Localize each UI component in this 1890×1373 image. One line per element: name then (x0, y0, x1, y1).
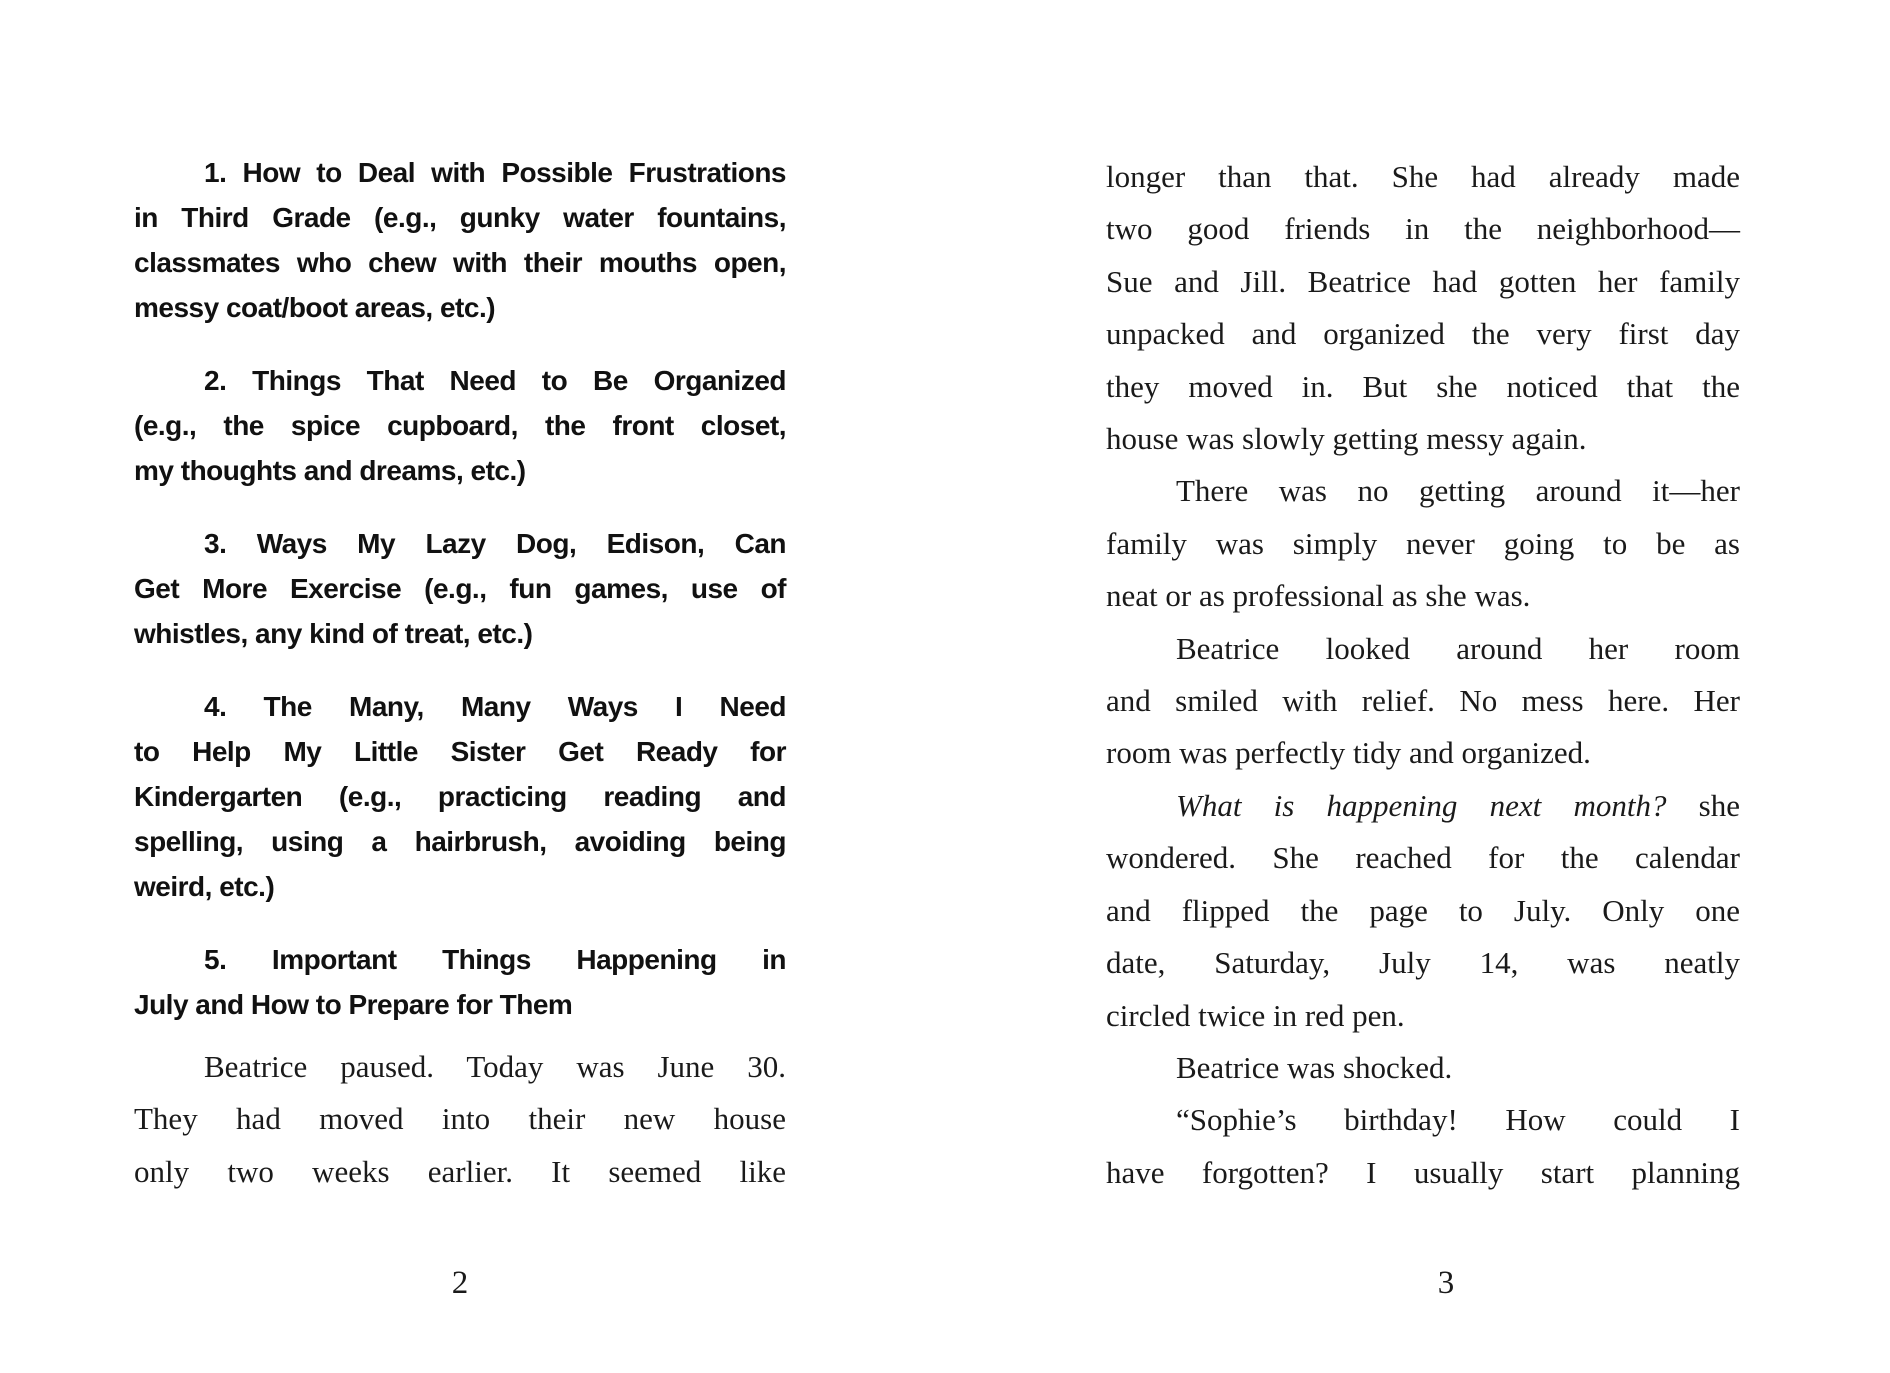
text-run: Beatrice paused. Today was June 30. (204, 1049, 786, 1084)
list-item (134, 150, 786, 330)
text-line (134, 1093, 786, 1145)
text-run: longer than that. She had already made (1106, 159, 1740, 194)
text-line (134, 774, 786, 819)
text-run: Kindergarten (e.g., practicing reading and (134, 781, 786, 812)
right-body-text (1106, 151, 1740, 1199)
text-line (1106, 308, 1740, 360)
paragraph (1106, 465, 1740, 622)
text-run: 5. Important Things Happening in (204, 944, 786, 975)
text-run: my thoughts and dreams, etc.) (134, 455, 526, 486)
paragraph (1106, 1042, 1740, 1094)
text-run: in Third Grade (e.g., gunky water fountains, (134, 202, 786, 233)
text-line (134, 150, 786, 195)
text-run: They had moved into their new house (134, 1101, 786, 1137)
text-line (1106, 465, 1740, 517)
text-line (1106, 256, 1740, 308)
text-line (1106, 570, 1740, 622)
paragraph (1106, 151, 1740, 465)
text-line (134, 521, 786, 566)
text-run: Get More Exercise (e.g., fun games, use of (134, 573, 786, 604)
left-body-text (134, 1041, 786, 1198)
page-number: 2 (451, 1265, 469, 1301)
list-item (134, 358, 786, 493)
list-item (134, 937, 786, 1027)
text-run: neat or as professional as she was. (1106, 578, 1531, 614)
text-run: spelling, using a hairbrush, avoiding being (134, 826, 786, 857)
list-item (134, 521, 786, 656)
text-run: Sue and Jill. Beatrice had gotten her family (1106, 263, 1740, 299)
text-line (1106, 937, 1740, 989)
text-line (1106, 675, 1740, 727)
text-run: she (1666, 787, 1741, 823)
text-line (134, 285, 786, 330)
text-run: have forgotten? I usually start planning (1106, 1154, 1740, 1190)
paragraph (1106, 1094, 1740, 1199)
text-line (134, 864, 786, 909)
text-run: 4. The Many, Many Ways I Need (204, 691, 786, 722)
text-line (134, 982, 786, 1027)
text-line (134, 937, 786, 982)
text-run: 3. Ways My Lazy Dog, Edison, Can (204, 528, 786, 559)
text-run: house was slowly getting messy again. (1106, 421, 1587, 457)
text-run: date, Saturday, July 14, was neatly (1106, 945, 1740, 981)
text-line (134, 819, 786, 864)
text-run: family was simply never going to be as (1106, 525, 1740, 561)
text-line (134, 358, 786, 403)
text-run: Beatrice was shocked. (1176, 1049, 1453, 1085)
text-run: wondered. She reached for the calendar (1106, 840, 1740, 876)
handwritten-list (134, 150, 786, 1027)
text-line (1106, 413, 1740, 465)
text-line (134, 1146, 786, 1198)
text-run: unpacked and organized the very first day (1106, 316, 1740, 352)
text-run: “Sophie’s birthday! How could I (1176, 1102, 1740, 1138)
text-run: (e.g., the spice cupboard, the front closet, (134, 410, 786, 441)
text-line (1106, 623, 1740, 675)
text-run: only two weeks earlier. It seemed like (134, 1153, 786, 1189)
paragraph (1106, 780, 1740, 1042)
text-run: room was perfectly tidy and organized. (1106, 735, 1591, 771)
text-run: July and How to Prepare for Them (134, 989, 573, 1020)
text-line (1106, 361, 1740, 413)
text-run: whistles, any kind of treat, etc.) (134, 618, 533, 649)
text-line (134, 195, 786, 240)
text-line (134, 611, 786, 656)
text-line (1106, 518, 1740, 570)
text-run: to Help My Little Sister Get Ready for (134, 736, 786, 767)
text-run: classmates who chew with their mouths open, (134, 247, 786, 278)
text-line (1106, 832, 1740, 884)
list-item (134, 684, 786, 909)
text-line (134, 240, 786, 285)
text-line (1106, 780, 1740, 832)
text-run: circled twice in red pen. (1106, 997, 1405, 1033)
page-number: 3 (1437, 1265, 1455, 1301)
text-line (134, 729, 786, 774)
text-run: There was no getting around it—her (1176, 473, 1740, 509)
text-run: weird, etc.) (134, 871, 275, 902)
text-run: they moved in. But she noticed that the (1106, 368, 1740, 404)
text-line (1106, 727, 1740, 779)
text-line (1106, 1042, 1740, 1094)
italic-text: What is happening next month? (1176, 787, 1667, 823)
text-run: and flipped the page to July. Only one (1106, 892, 1740, 928)
text-line (134, 448, 786, 493)
text-line (1106, 203, 1740, 255)
text-run: Beatrice looked around her room (1176, 630, 1740, 666)
text-line (134, 1041, 786, 1093)
text-run: and smiled with relief. No mess here. Her (1106, 683, 1740, 719)
text-run: two good friends in the neighborhood— (1106, 211, 1740, 247)
text-line (1106, 885, 1740, 937)
text-line (134, 684, 786, 729)
text-line (134, 403, 786, 448)
paragraph (1106, 623, 1740, 780)
text-run: 1. How to Deal with Possible Frustrations (204, 157, 786, 188)
text-run: messy coat/boot areas, etc.) (134, 292, 496, 323)
text-line (134, 566, 786, 611)
text-line (1106, 990, 1740, 1042)
paragraph (134, 1041, 786, 1198)
text-line (1106, 1147, 1740, 1199)
text-run: 2. Things That Need to Be Organized (204, 365, 786, 396)
text-line (1106, 1094, 1740, 1146)
text-line (1106, 151, 1740, 203)
